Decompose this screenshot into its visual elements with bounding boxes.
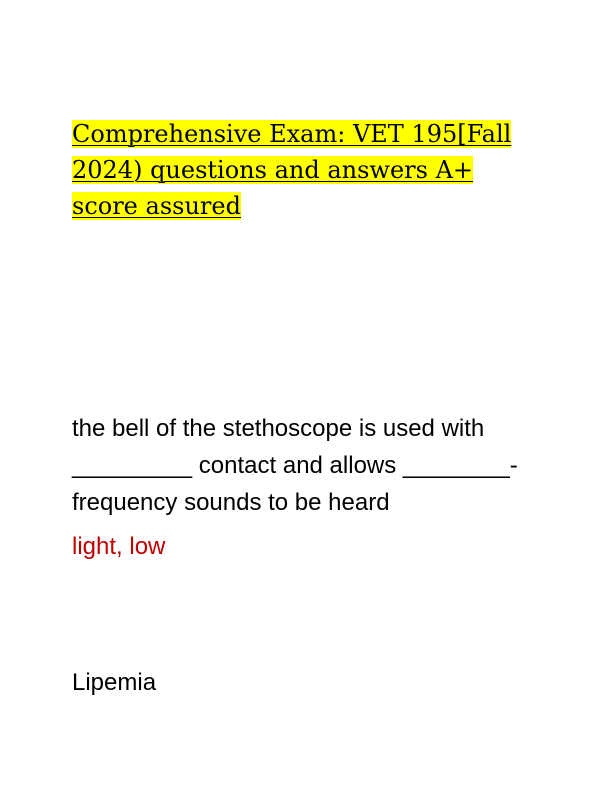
- document-title: [72, 116, 542, 224]
- document-title-text: Comprehensive Exam: VET 195[Fall 2024) questions and answers A+ score assured: [72, 120, 512, 220]
- next-term-text: Lipemia: [72, 669, 157, 696]
- answer-text: light, low: [72, 533, 166, 560]
- question-text: the bell of the stethoscope is used with _________ contact and allows ________-frequency sounds to be heard: [72, 415, 518, 516]
